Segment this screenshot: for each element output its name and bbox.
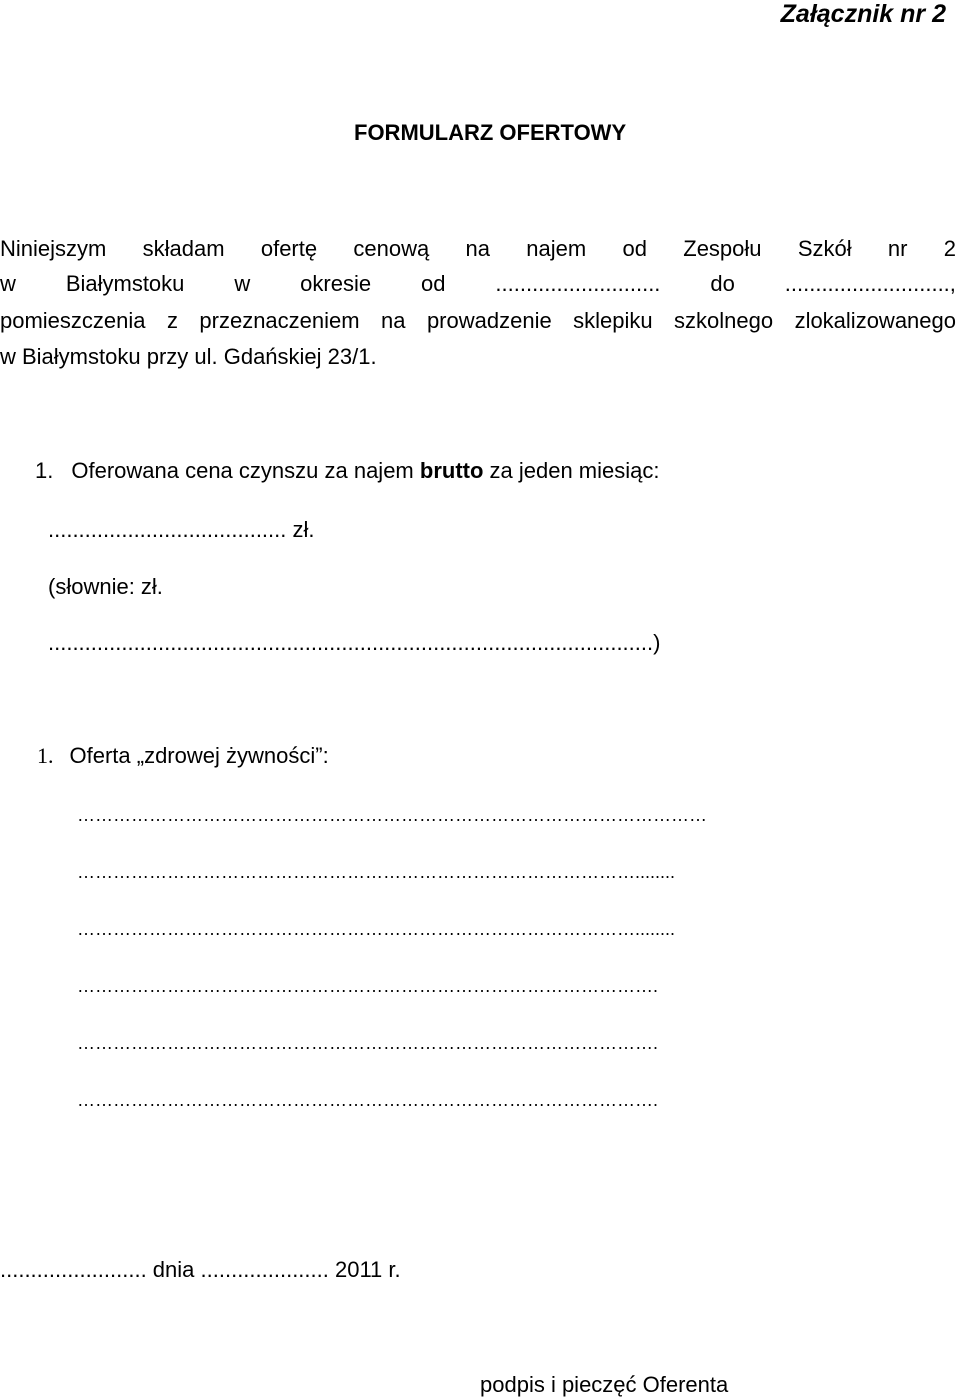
food-line-5[interactable]: ……………………………………………………………………………………. bbox=[77, 1033, 659, 1053]
signature-label: podpis i pieczęć Oferenta bbox=[480, 1372, 729, 1397]
food-line-3[interactable]: …………………………………………………………………………………........ bbox=[77, 919, 676, 939]
intro-word: składam bbox=[142, 236, 225, 261]
food-line-6[interactable]: ……………………………………………………………………………………. bbox=[77, 1090, 659, 1110]
food-section-heading bbox=[37, 745, 329, 767]
price-text-after: za jeden miesiąc: bbox=[483, 458, 660, 483]
intro-word: nr bbox=[887, 236, 908, 261]
food-line-4[interactable]: ……………………………………………………………………………………. bbox=[77, 976, 659, 996]
intro-word: w bbox=[234, 271, 251, 296]
intro-word[interactable]: ..........................., bbox=[784, 271, 956, 296]
intro-word: na bbox=[381, 308, 406, 333]
intro-line-4: w Białymstoku przy ul. Gdańskiej 23/1. bbox=[0, 344, 377, 369]
intro-word: Białymstoku bbox=[65, 271, 185, 296]
intro-word: okresie bbox=[300, 271, 372, 296]
food-section-number: 1. bbox=[37, 743, 54, 768]
intro-word: przeznaczeniem bbox=[199, 308, 360, 333]
price-section-heading bbox=[35, 460, 660, 482]
price-words-line[interactable]: ...................................................................................................) bbox=[48, 630, 661, 655]
intro-word: najem bbox=[526, 236, 587, 261]
intro-word: w bbox=[0, 271, 16, 296]
annex-label: Załącznik nr 2 bbox=[780, 0, 946, 28]
food-section-label: Oferta „zdrowej żywności”: bbox=[69, 743, 329, 768]
intro-line-3 bbox=[0, 310, 956, 332]
intro-word: ofertę bbox=[260, 236, 318, 261]
price-text-bold: brutto bbox=[419, 458, 484, 483]
intro-word: 2 bbox=[943, 236, 956, 261]
intro-word: od bbox=[622, 236, 647, 261]
price-words-label: (słownie: zł. bbox=[48, 574, 163, 599]
form-title: FORMULARZ OFERTOWY bbox=[354, 120, 627, 145]
price-section-number: 1. bbox=[35, 458, 54, 483]
intro-line-1 bbox=[0, 238, 956, 260]
intro-word: Zespołu bbox=[683, 236, 762, 261]
intro-word: pomieszczenia bbox=[0, 308, 146, 333]
intro-word: od bbox=[420, 271, 446, 296]
intro-word: z bbox=[166, 308, 178, 333]
food-line-2[interactable]: …………………………………………………………………………………........ bbox=[77, 862, 676, 882]
intro-word: szkolnego bbox=[674, 308, 774, 333]
date-line[interactable]: ........................ dnia ..................... 2011 r. bbox=[0, 1257, 401, 1282]
intro-word: sklepiku bbox=[573, 308, 653, 333]
price-amount-line[interactable]: ....................................... zł. bbox=[48, 517, 315, 542]
intro-word: na bbox=[465, 236, 490, 261]
intro-word[interactable]: ........................... bbox=[495, 271, 661, 296]
intro-word: prowadzenie bbox=[426, 308, 552, 333]
intro-word: Szkół bbox=[797, 236, 852, 261]
price-text-before: Oferowana cena czynszu za najem bbox=[71, 458, 420, 483]
food-line-1[interactable]: …………………………………………………………………………………………… bbox=[77, 805, 707, 825]
intro-line-2 bbox=[0, 273, 956, 295]
intro-word: cenową bbox=[353, 236, 430, 261]
intro-word: do bbox=[710, 271, 735, 296]
intro-word: Niniejszym bbox=[0, 236, 107, 261]
intro-word: zlokalizowanego bbox=[794, 308, 956, 333]
